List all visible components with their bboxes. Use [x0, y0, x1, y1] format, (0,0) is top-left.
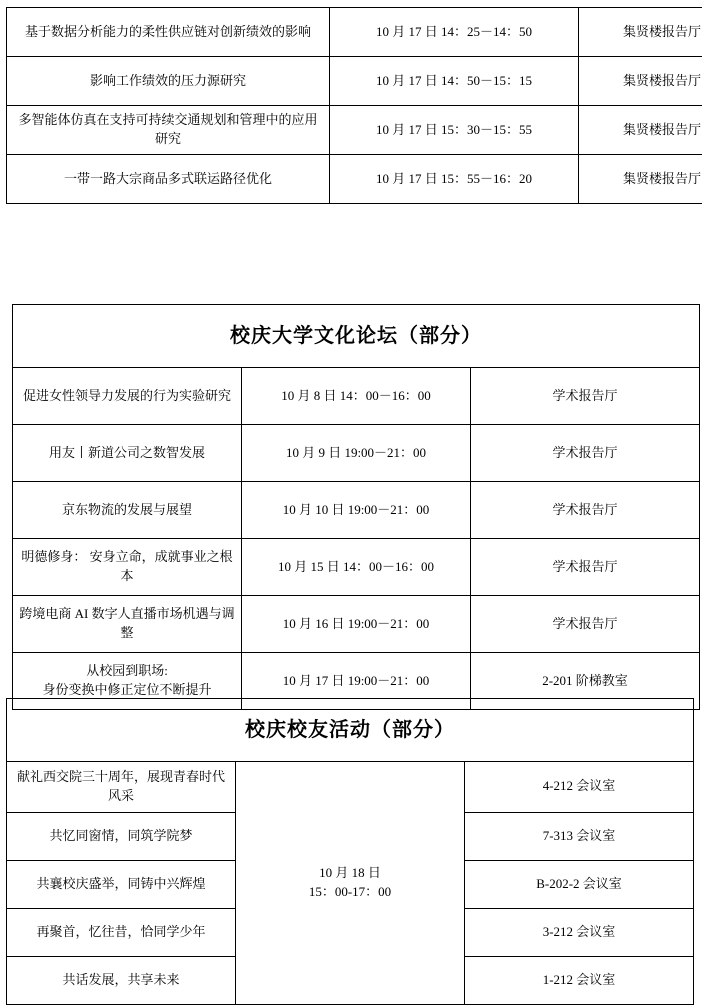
- session-title: 明德修身： 安身立命，成就事业之根本: [13, 539, 242, 596]
- session-title: 用友丨新道公司之数智发展: [13, 425, 242, 482]
- table-row: [7, 106, 702, 155]
- table-row: [13, 539, 700, 596]
- session-title: 基于数据分析能力的柔性供应链对创新绩效的影响: [7, 8, 330, 57]
- activity-venue: 1-212 会议室: [465, 956, 694, 1004]
- activity-time-range: 15：00-17：00: [240, 883, 460, 902]
- session-venue: 集贤楼报告厅: [579, 8, 702, 57]
- table-row: [13, 596, 700, 653]
- table-row: [7, 155, 702, 204]
- session-venue: 集贤楼报告厅: [579, 155, 702, 204]
- document-page: [0, 7, 702, 204]
- session-title: 一带一路大宗商品多式联运路径优化: [7, 155, 330, 204]
- activity-title: 共襄校庆盛举，同铸中兴辉煌: [7, 860, 236, 908]
- table-row: [7, 57, 702, 106]
- activity-venue: 7-313 会议室: [465, 812, 694, 860]
- activity-venue: 4-212 会议室: [465, 762, 694, 813]
- activity-title: 共忆同窗情，同筑学院梦: [7, 812, 236, 860]
- table-forum-continued: [6, 7, 702, 204]
- activity-venue: B-202-2 会议室: [465, 860, 694, 908]
- session-venue: 学术报告厅: [471, 596, 700, 653]
- session-title: 京东物流的发展与展望: [13, 482, 242, 539]
- session-venue: 集贤楼报告厅: [579, 57, 702, 106]
- activity-title: 共话发展，共享未来: [7, 956, 236, 1004]
- session-time: 10 月 10 日 19:00－21：00: [242, 482, 471, 539]
- session-venue: 学术报告厅: [471, 425, 700, 482]
- table-row: [13, 425, 700, 482]
- table-title: 校庆校友活动（部分）: [7, 699, 694, 762]
- session-title-line2: 身份变换中修正定位不断提升: [17, 681, 237, 700]
- table-row: [13, 482, 700, 539]
- session-venue: 学术报告厅: [471, 368, 700, 425]
- table-title: 校庆大学文化论坛（部分）: [13, 305, 700, 368]
- activity-venue: 3-212 会议室: [465, 908, 694, 956]
- session-venue: 学术报告厅: [471, 539, 700, 596]
- session-time: 10 月 17 日 19:00－21：00: [242, 653, 471, 710]
- session-venue: 集贤楼报告厅: [579, 106, 702, 155]
- session-time: 10 月 17 日 14：25－14：50: [330, 8, 579, 57]
- session-time: 10 月 16 日 19:00－21：00: [242, 596, 471, 653]
- session-title: 跨境电商 AI 数字人直播市场机遇与调整: [13, 596, 242, 653]
- table-title-row: [7, 699, 694, 762]
- activity-title: 献礼西交院三十周年，展现青春时代风采: [7, 762, 236, 813]
- activity-time-date: 10 月 18 日: [240, 864, 460, 883]
- session-time: 10 月 17 日 15：55－16：20: [330, 155, 579, 204]
- session-title: 促进女性领导力发展的行为实验研究: [13, 368, 242, 425]
- table-row: [7, 8, 702, 57]
- table-title-row: [13, 305, 700, 368]
- session-time: 10 月 15 日 14：00－16：00: [242, 539, 471, 596]
- session-time: 10 月 17 日 14：50－15：15: [330, 57, 579, 106]
- session-time: 10 月 17 日 15：30－15：55: [330, 106, 579, 155]
- table-culture-forum: [12, 304, 700, 710]
- session-title-line1: 从校园到职场:: [17, 662, 237, 681]
- session-title: 影响工作绩效的压力源研究: [7, 57, 330, 106]
- table-alumni-activities: [6, 698, 694, 1005]
- session-venue: 2-201 阶梯教室: [471, 653, 700, 710]
- session-title: 多智能体仿真在支持可持续交通规划和管理中的应用研究: [7, 106, 330, 155]
- table-row: [7, 762, 694, 813]
- table-row: [13, 368, 700, 425]
- session-venue: 学术报告厅: [471, 482, 700, 539]
- activity-time: [236, 762, 465, 1005]
- session-time: 10 月 9 日 19:00－21：00: [242, 425, 471, 482]
- activity-title: 再聚首，忆往昔，恰同学少年: [7, 908, 236, 956]
- session-time: 10 月 8 日 14：00－16：00: [242, 368, 471, 425]
